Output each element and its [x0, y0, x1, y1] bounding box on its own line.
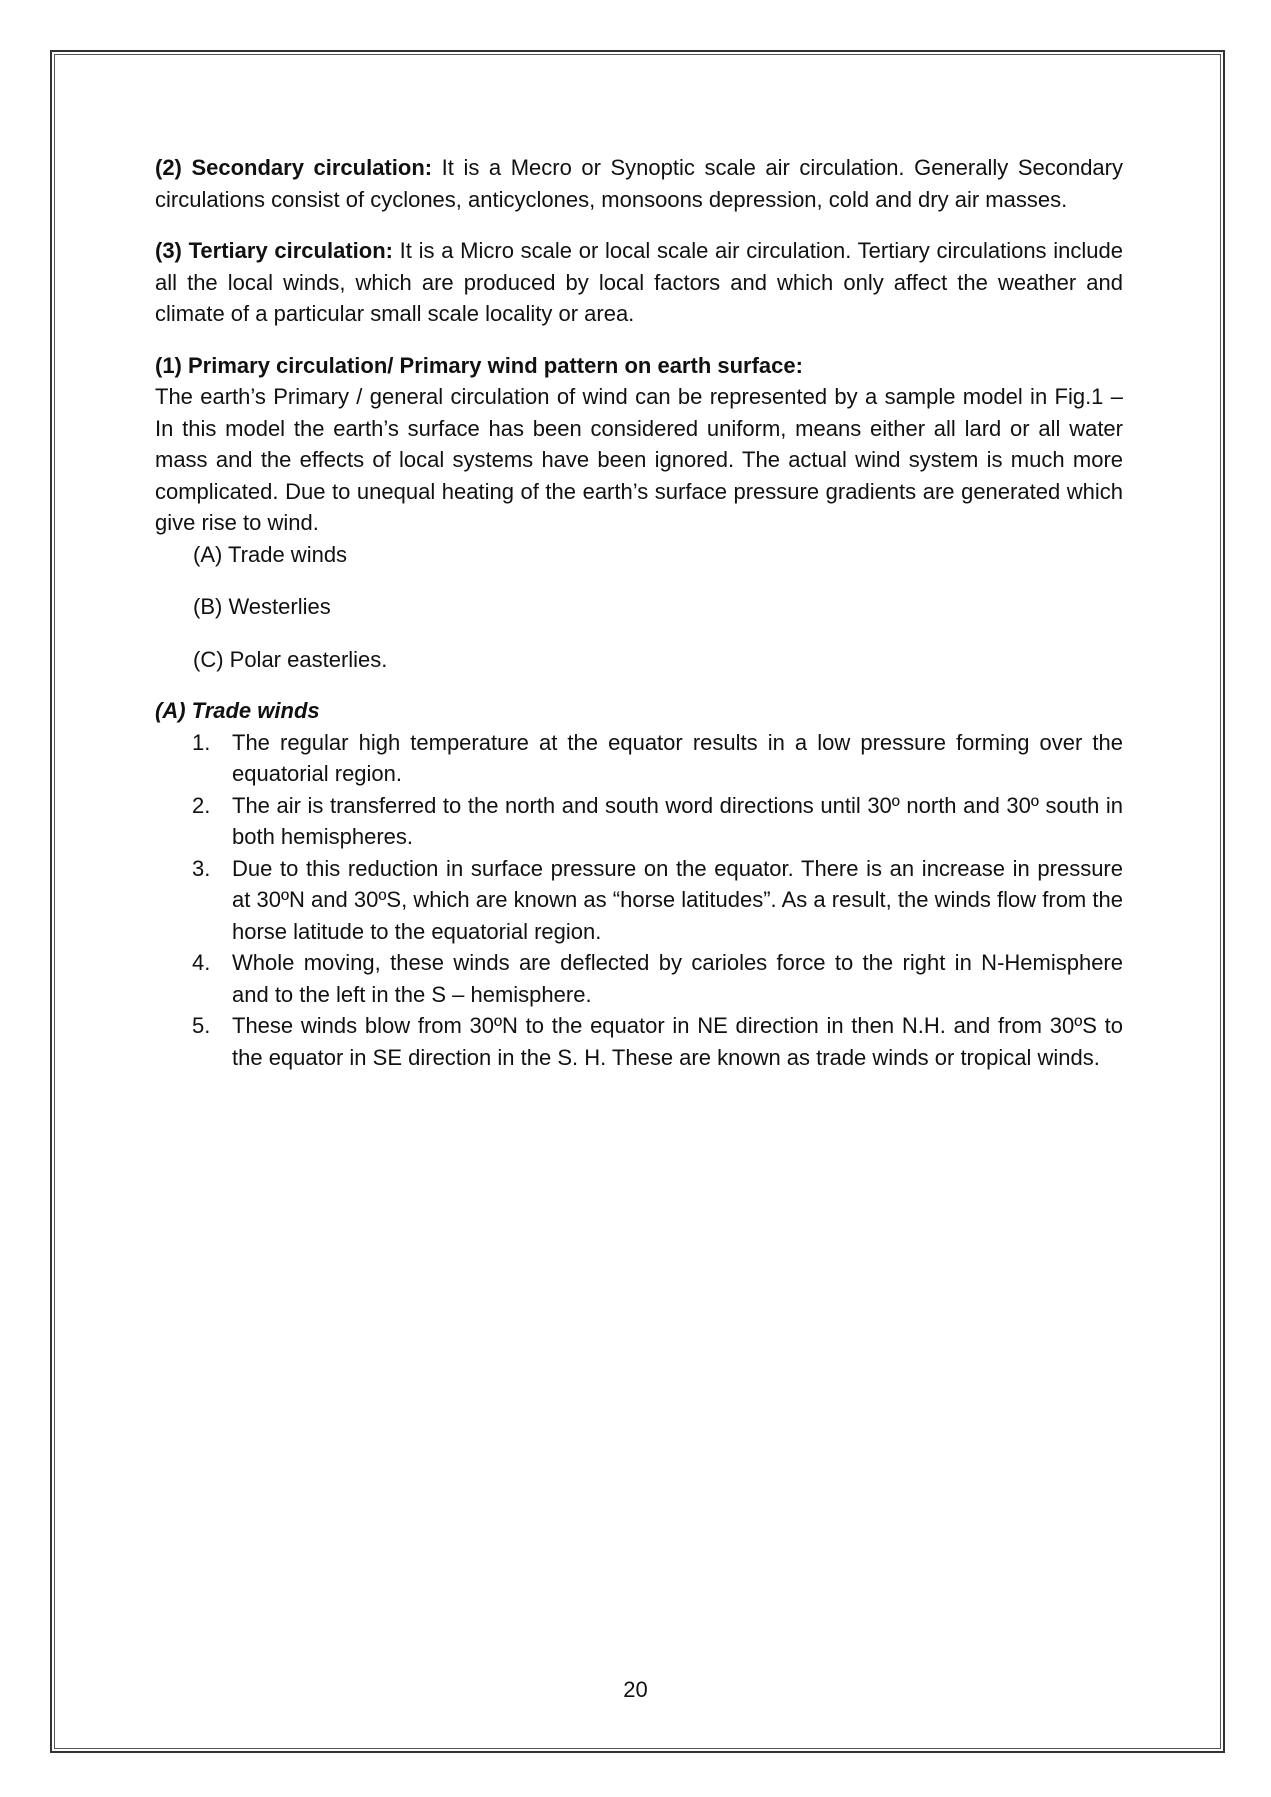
list-number: 1.: [192, 729, 211, 755]
list-item: [155, 853, 1123, 948]
list-number: 2.: [192, 792, 211, 818]
primary-circulation-text: The earth’s Primary / general circulation of wind can be represented by a sample model in Fig.1 – In this model the earth’s surface has been considered uniform, means either all lard or all water mass and the effects of local systems have been ignored. The actual wind system is much more complicated. Due to unequal heating of the earth’s surface pressure gradients are generated which give rise to wind.: [155, 384, 1123, 535]
list-item-text: These winds blow from 30ºN to the equator in NE direction in then N.H. and from 30ºS to the equator in SE direction in the S. H. These are known as trade winds or tropical winds.: [232, 1013, 1123, 1070]
tertiary-circulation-label: (3) Tertiary circulation:: [155, 238, 393, 263]
page-number: 20: [623, 1677, 648, 1702]
list-item: [155, 790, 1123, 853]
secondary-circulation-label: (2) Secondary circulation:: [155, 155, 433, 180]
list-item: (B) Westerlies: [193, 594, 331, 619]
list-number: 4.: [192, 950, 211, 975]
list-item: [155, 1010, 1123, 1073]
page-content: [155, 152, 1123, 1073]
secondary-circulation-text: It is a Mecro or Synoptic scale air circulation. Generally Secondary circulations consist of cyclones, anticyclones, monsoons depression, cold and dry air masses.: [155, 155, 1123, 212]
list-number: 3.: [192, 855, 211, 881]
list-item: (C) Polar easterlies.: [193, 646, 388, 672]
tertiary-circulation-text: It is a Micro scale or local scale air circulation. Tertiary circulations include all the local winds, which are produced by local factors and which only affect the weather and climate of a particular small scale locality or area.: [155, 238, 1123, 326]
list-number: 5.: [192, 1013, 211, 1038]
list-item-text: The air is transferred to the north and south word directions until 30º north and 30º south in both hemispheres.: [232, 792, 1123, 849]
list-item: [155, 947, 1123, 1010]
trade-winds-heading: (A) Trade winds: [155, 698, 320, 723]
list-item-text: Whole moving, these winds are deflected by carioles force to the right in N-Hemisphere and to the left in the S – hemisphere.: [232, 950, 1123, 1007]
trade-winds-list: [155, 727, 1123, 1074]
list-item: [155, 727, 1123, 790]
tertiary-circulation-paragraph: [155, 235, 1123, 330]
wind-types-list: [155, 539, 1123, 676]
list-item: (A) Trade winds: [193, 541, 348, 567]
list-item-text: Due to this reduction in surface pressure on the equator. There is an increase in pressure at 30ºN and 30ºS, which are known as “horse latitudes”. As a result, the winds flow from the horse latitude to the equatorial region.: [232, 855, 1123, 944]
list-item-text: The regular high temperature at the equator results in a low pressure forming over the equatorial region.: [232, 729, 1123, 786]
secondary-circulation-paragraph: [155, 152, 1123, 215]
primary-circulation-heading: (1) Primary circulation/ Primary wind pattern on earth surface:: [155, 352, 803, 378]
